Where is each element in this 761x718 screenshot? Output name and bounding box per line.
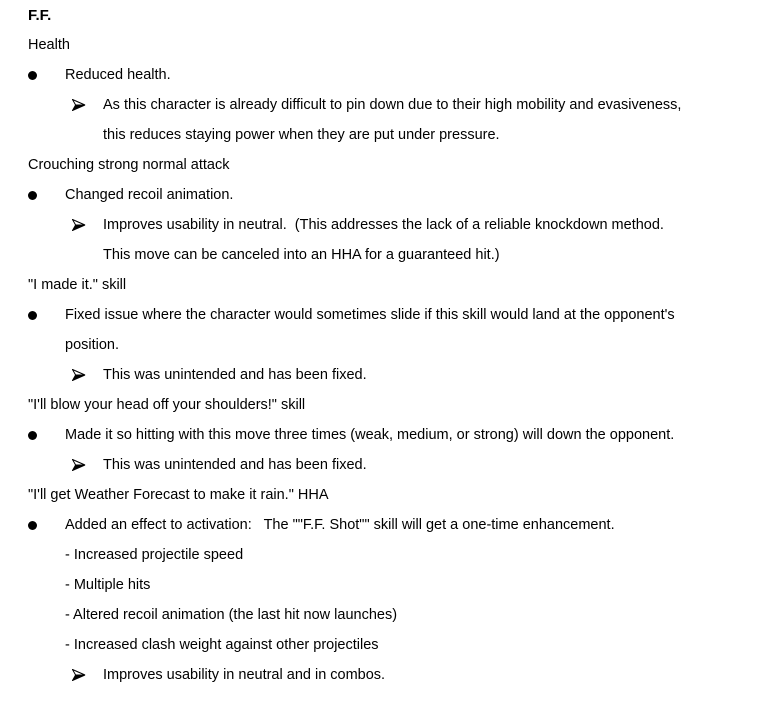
sub-bullet-item — [0, 90, 761, 120]
page-title — [0, 0, 761, 30]
sub-bullet-continuation: This move can be canceled into an HHA for a guaranteed hit.) — [103, 247, 500, 263]
sub-bullet-continuation: this reduces staying power when they are put under pressure. — [103, 127, 500, 143]
bullet-continuation: position. — [65, 337, 120, 353]
sub-bullet-text: This was unintended and has been fixed. — [103, 457, 367, 473]
sub-bullet-text: As this character is already difficult to pin down due to their high mobility and evasiveness, — [103, 97, 682, 113]
bullet-item — [0, 300, 761, 330]
arrowhead-icon — [72, 459, 103, 471]
bullet-icon — [28, 521, 65, 530]
bullet-text: Added an effect to activation: The ""F.F. Shot"" skill will get a one-time enhancement. — [65, 517, 615, 533]
section-heading-blow-head-skill: "I'll blow your head off your shoulders!" skill — [28, 397, 306, 413]
bullet-item — [0, 60, 761, 90]
sub-bullet-text: Improves usability in neutral and in combos. — [103, 667, 386, 683]
arrowhead-icon — [72, 669, 103, 681]
dash-detail-line: - Increased projectile speed — [65, 547, 244, 563]
dash-detail-line: - Altered recoil animation (the last hit now launches) — [65, 607, 398, 623]
dash-detail-line: - Increased clash weight against other projectiles — [65, 637, 379, 653]
arrowhead-icon — [72, 369, 103, 381]
sub-bullet-item — [0, 360, 761, 390]
section-heading-health: Health — [28, 37, 70, 53]
bullet-item — [0, 420, 761, 450]
section-heading-crouching-attack: Crouching strong normal attack — [28, 157, 230, 173]
section-heading-i-made-it-skill: "I made it." skill — [28, 277, 127, 293]
sub-bullet-text: This was unintended and has been fixed. — [103, 367, 367, 383]
sub-bullet-item — [0, 210, 761, 240]
bullet-text: Made it so hitting with this move three times (weak, medium, or strong) will down the opponent. — [65, 427, 675, 443]
section-heading-weather-forecast-hha: "I'll get Weather Forecast to make it rain." HHA — [28, 487, 329, 503]
bullet-text: Fixed issue where the character would sometimes slide if this skill would land at the opponent's — [65, 307, 675, 323]
sub-bullet-item — [0, 660, 761, 690]
bullet-icon — [28, 311, 65, 320]
bullet-text: Reduced health. — [65, 67, 171, 83]
bullet-icon — [28, 71, 65, 80]
page-title-text: F.F. — [28, 6, 52, 24]
dash-detail-line: - Multiple hits — [65, 577, 151, 593]
sub-bullet-text: Improves usability in neutral. (This addresses the lack of a reliable knockdown method. — [103, 217, 664, 233]
sub-bullet-item — [0, 450, 761, 480]
arrowhead-icon — [72, 219, 103, 231]
bullet-item — [0, 180, 761, 210]
arrowhead-icon — [72, 99, 103, 111]
bullet-icon — [28, 191, 65, 200]
bullet-text: Changed recoil animation. — [65, 187, 234, 203]
bullet-item — [0, 510, 761, 540]
bullet-icon — [28, 431, 65, 440]
